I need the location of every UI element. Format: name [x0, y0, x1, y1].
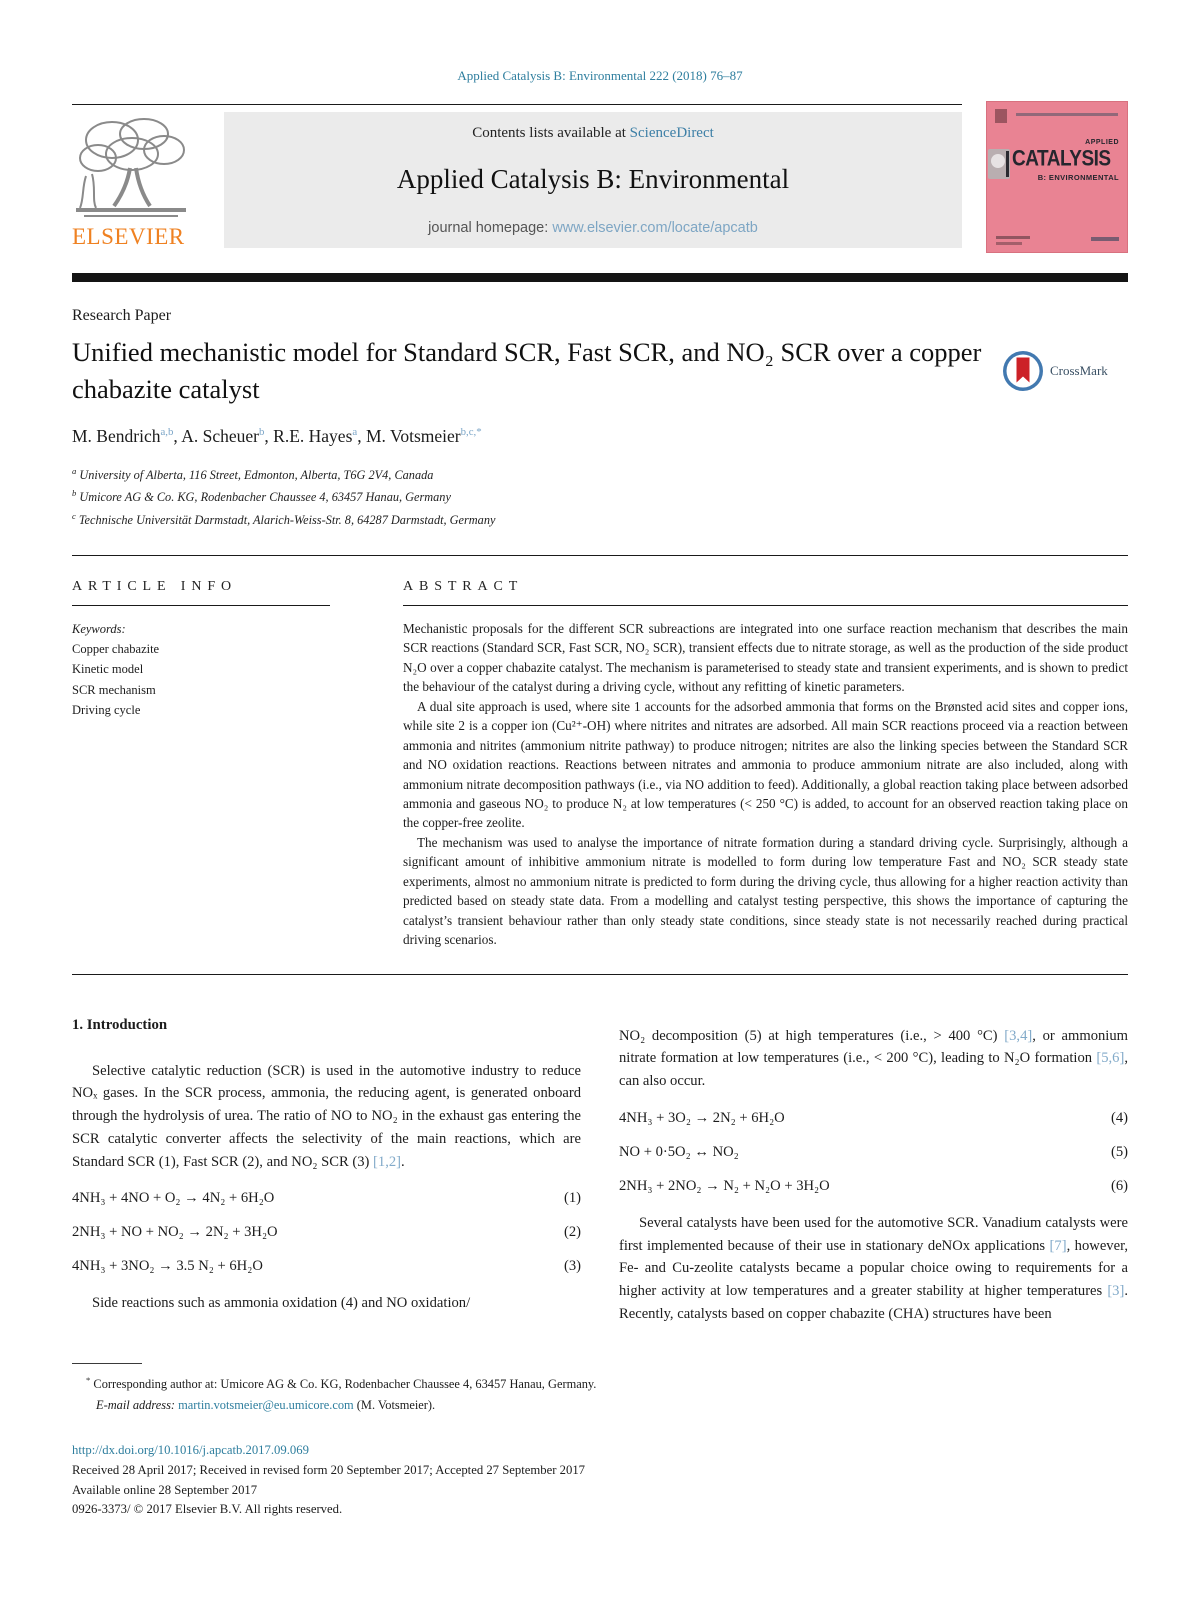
author-list — [72, 426, 1128, 447]
keyword: Copper chabazite — [72, 642, 160, 657]
journal-cover-thumbnail[interactable] — [986, 101, 1128, 253]
journal-title: Applied Catalysis B: Environmental — [396, 164, 790, 194]
abstract-heading: ABSTRACT — [403, 578, 524, 594]
article-info-heading: ARTICLE INFO — [72, 578, 237, 594]
cover-applied-label: APPLIED — [1085, 139, 1119, 146]
crossmark-icon — [1002, 350, 1044, 392]
author: M. Bendrich$^{a,b}$, — [72, 426, 182, 447]
cover-publisher-mark — [995, 109, 1007, 123]
article-footer — [72, 1441, 1128, 1520]
homepage-line — [224, 220, 962, 236]
footnote-rule — [72, 1363, 142, 1364]
reference-link[interactable]: [1,2] — [373, 1153, 401, 1170]
article-type-label: Research Paper — [72, 307, 172, 324]
elsevier-logo[interactable] — [72, 112, 224, 264]
keywords-label: Keywords: — [72, 621, 126, 636]
keywords-block — [72, 619, 330, 720]
cover-issue-line — [1016, 113, 1118, 116]
equation-4: 4NH₃ + 3O₂ → 2N₂ + 6H₂O (4) — [619, 1109, 1128, 1126]
reference-link[interactable]: [3] — [1107, 1282, 1125, 1299]
reference-link[interactable]: [3,4] — [1004, 1027, 1033, 1044]
journal-banner — [224, 112, 962, 248]
equation-2: 2NH₃ + NO + NO₂ → 2N₂ + 3H₂O (2) — [72, 1224, 581, 1241]
contents-prefix: Contents lists available at — [472, 125, 630, 141]
cover-title: CATALYSIS — [1012, 147, 1111, 172]
article-info-rule — [72, 605, 330, 606]
journal-citation: Applied Catalysis B: Environmental 222 (2018) 76–87 — [457, 68, 743, 83]
cover-footer-line-2 — [996, 242, 1022, 245]
email-link[interactable]: martin.votsmeier@eu.umicore.com — [178, 1397, 354, 1412]
catalysts-paragraph: Several catalysts have been used for the automotive SCR. Vanadium catalysts were first implemented because of their use in stationary deNOx applications [7], however, Fe- and Cu-zeolite catalysts became a popular choice owing to requirements for a higher activity at low temperatures and a greater stability at higher temperatures [3]. Recently, catalysts based on copper chabazite (CHA) structures have been — [619, 1214, 1128, 1322]
intro-paragraph: Selective catalytic reduction (SCR) is used in the automotive industry to reduce NOₓ gases. In the SCR process, ammonia, the reducing agent, is generated onboard through the hydrolysis of urea. The ratio of NO to NO₂ in the exhaust gas entering the SCR catalytic converter affects the selectivity of the main reactions, which are Standard SCR (1), Fast SCR (2), and NO₂ SCR (3) [1,2]. — [72, 1062, 581, 1170]
no2-decomposition-paragraph: NO₂ decomposition (5) at high temperatures (i.e., > 400 °C) [3,4], or ammonium nitrate formation at low temperatures (i.e., < 200 °C), leading to N₂O formation [5,6], can also occur. — [619, 1027, 1128, 1090]
cover-sciencedirect-mark — [1091, 237, 1119, 241]
issn-copyright: 0926-3373/ © 2017 Elsevier B.V. All rights reserved. — [72, 1502, 343, 1517]
homepage-link[interactable]: www.elsevier.com/locate/apcatb — [552, 220, 758, 236]
elsevier-tree-icon — [74, 114, 192, 222]
equation-3: 4NH₃ + 3NO₂ → 3.5 N₂ + 6H₂O (3) — [72, 1258, 581, 1275]
right-column — [619, 1017, 1128, 1326]
available-online: Available online 28 September 2017 — [72, 1482, 258, 1497]
abstract-paragraph-2: A dual site approach is used, where site 1 accounts for the adsorbed ammonia that forms on the Brønsted acid sites and copper ions, while site 2 is a copper ion (Cu²⁺-OH) where nitrites and nitrates are adsorbed. All main SCR reactions proceed via a reaction between ammonia and nitrites (ammonium nitrite pathway) to produce nitrogen; nitrites are also the linking species between the Standard SCR and NO oxidation reactions. Reactions between nitrates and ammonia to produce ammonium nitrate are also included, along with ammonium nitrate decomposition pathways (i.e., via NO addition to feed). Additionally, a global reaction taking place between adsorbed ammonia and gaseous NO₂ to produce N₂ at low temperatures (< 250 °C) is added, to account for an observed reaction taking place on the copper-free zeolite. — [403, 698, 1128, 831]
received-dates: Received 28 April 2017; Received in revised form 20 September 2017; Accepted 27 September 2017 — [72, 1463, 586, 1477]
corresponding-author-note: * Corresponding author at: Umicore AG & Co. KG, Rodenbacher Chaussee 4, 63457 Hanau, Germany. — [86, 1375, 597, 1392]
author: M. Votsmeier$^{b,c,*}$ — [365, 426, 482, 447]
affiliation: $^a$ University of Alberta, 116 Street, Edmonton, Alberta, T6G 2V4, Canada — [72, 466, 434, 483]
keyword: Kinetic model — [72, 662, 144, 677]
journal-header — [72, 112, 1128, 264]
equation-1: 4NH₃ + 4NO + O₂ → 4N₂ + 6H₂O (1) — [72, 1190, 581, 1207]
introduction-heading: 1. Introduction — [72, 1016, 168, 1033]
header-top-rule — [72, 104, 962, 105]
side-reactions-paragraph: Side reactions such as ammonia oxidation (4) and NO oxidation/ — [92, 1295, 471, 1312]
cover-footer-line-1 — [996, 236, 1030, 239]
section-divider — [72, 555, 1128, 556]
homepage-prefix: journal homepage: — [428, 220, 553, 236]
affiliation-list — [72, 464, 1128, 531]
crossmark-label: CrossMark — [1050, 363, 1108, 378]
doi-link[interactable]: http://dx.doi.org/10.1016/j.apcatb.2017.09.069 — [72, 1443, 309, 1458]
equation-5: NO + 0·5O₂ ↔ NO₂ (5) — [619, 1143, 1128, 1160]
header-black-bar — [72, 273, 1128, 282]
affiliation: $^c$ Technische Universität Darmstadt, Alarich-Weiss-Str. 8, 64287 Darmstadt, Germany — [72, 510, 496, 527]
cover-subtitle: B: ENVIRONMENTAL — [1037, 173, 1119, 182]
abstract-paragraph-3: The mechanism was used to analyse the importance of nitrate formation during a standard driving cycle. Surprisingly, although a significant amount of inhibitive ammonium nitrate is modelled to form during low temperature Fast and NO₂ SCR steady state experiments, almost no ammonium nitrate is predicted to form during the driving cycle, thus allowing for a higher reaction activity than predicted based on steady state data. From a modelling and catalyst testing perspective, this shows the importance of capturing the catalyst’s transient behaviour rather than only steady state conditions, since steady state is not necessarily reached during practical driving scenarios. — [403, 834, 1128, 948]
abstract-paragraph-1: Mechanistic proposals for the different SCR subreactions are integrated into one surface reaction mechanism that describes the main SCR reactions (Standard SCR, Fast SCR, NO₂ SCR), transient effects due to nitrate storage, as well as the production of the side product N₂O over a copper chabazite catalyst. The mechanism is parameterised to steady state and transient experiments, and is shown to predict the behaviour of the catalyst during a driving cycle, without any refitting of kinetic parameters. — [403, 620, 1128, 695]
contents-line — [224, 125, 962, 142]
elsevier-wordmark: ELSEVIER — [72, 224, 185, 249]
abstract-bottom-divider — [72, 974, 1128, 975]
keyword: SCR mechanism — [72, 682, 156, 697]
reference-link[interactable]: [7] — [1049, 1237, 1067, 1254]
affiliation: $^b$ Umicore AG & Co. KG, Rodenbacher Chaussee 4, 63457 Hanau, Germany — [72, 488, 451, 505]
sciencedirect-link[interactable]: ScienceDirect — [629, 125, 714, 141]
email-note: E-mail address: martin.votsmeier@eu.umicore.com (M. Votsmeier). — [96, 1397, 436, 1412]
left-column — [72, 1017, 581, 1326]
article-title: Unified mechanistic model for Standard SCR, Fast SCR, and NO₂ SCR over a copper chabazite catalyst — [72, 337, 982, 404]
author: A. Scheuer$^b$, — [181, 426, 274, 447]
abstract-column — [403, 579, 1128, 950]
keyword: Driving cycle — [72, 702, 141, 717]
author: R.E. Hayes$^a$, — [273, 426, 366, 447]
crossmark-badge[interactable] — [1002, 348, 1120, 394]
abstract-rule — [403, 605, 1128, 606]
cover-c-logo — [988, 149, 1010, 179]
reference-link[interactable]: [5,6] — [1096, 1050, 1125, 1067]
equation-6: 2NH₃ + 2NO₂ → N₂ + N₂O + 3H₂O (6) — [619, 1177, 1128, 1194]
footnote-block — [72, 1363, 1128, 1415]
article-info-column — [72, 579, 330, 950]
